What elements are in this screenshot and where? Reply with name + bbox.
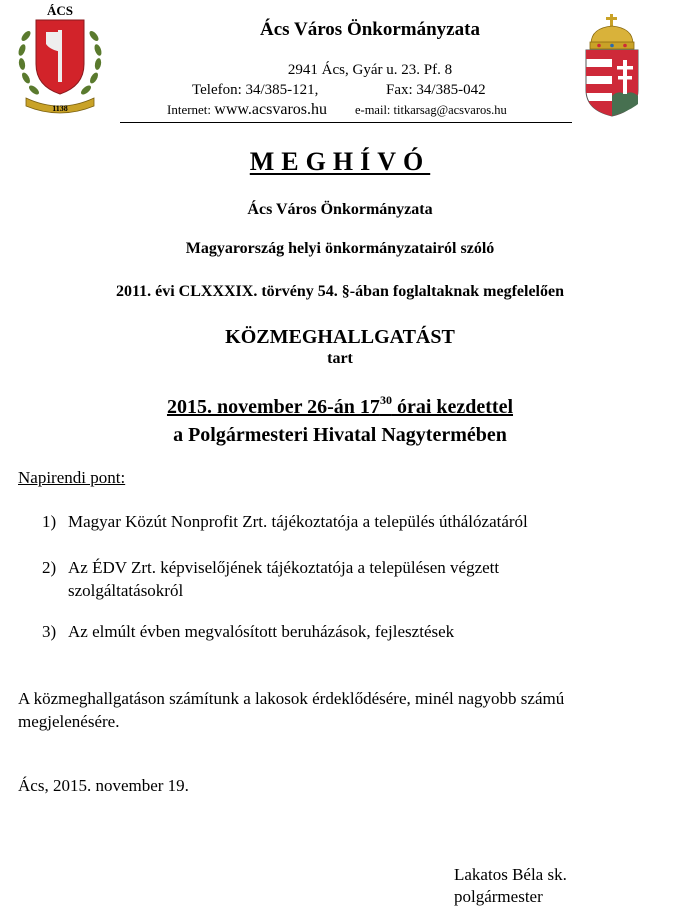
header-divider bbox=[120, 122, 572, 123]
document-title-text: MEGHÍVÓ bbox=[249, 147, 431, 176]
website-link[interactable]: www.acsvaros.hu bbox=[214, 101, 328, 118]
agenda-item-text: Az ÉDV Zrt. képviselőjének tájékoztatója a településen végzett bbox=[68, 558, 500, 577]
agenda-item-number: 1) bbox=[42, 512, 57, 531]
agenda-item bbox=[42, 512, 528, 532]
agenda-item-number: 3) bbox=[42, 622, 57, 641]
agenda-item-number: 2) bbox=[42, 558, 57, 577]
email-address[interactable]: e-mail: titkarsag@acsvaros.hu bbox=[355, 103, 507, 117]
document-title bbox=[0, 147, 680, 177]
crest-left-year: 1138 bbox=[52, 104, 68, 113]
law-section-line: 2011. évi CLXXXIX. törvény 54. §-ában foglaltaknak megfelelően bbox=[116, 283, 564, 300]
agenda-item-text: Magyar Közút Nonprofit Zrt. tájékoztatója a település úthálózatáról bbox=[68, 512, 528, 531]
crest-left-label: ÁCS bbox=[46, 3, 74, 18]
issuer-line: Ács Város Önkormányzata bbox=[247, 201, 433, 218]
event-verb: tart bbox=[327, 350, 353, 367]
internet-label: Internet: bbox=[167, 102, 212, 117]
event-date-main: 2015. november 26-án 17 bbox=[166, 396, 380, 418]
acs-coat-of-arms-icon bbox=[12, 2, 108, 120]
event-date-tail: órai kezdettel bbox=[391, 396, 514, 418]
agenda-item bbox=[42, 556, 499, 602]
event-place: a Polgármesteri Hivatal Nagytermében bbox=[173, 424, 507, 446]
agenda-item-text-continued: szolgáltatásokról bbox=[68, 581, 184, 600]
agenda-item-text: Az elmúlt évben megvalósított beruházások, fejlesztések bbox=[68, 622, 455, 641]
phone-number: Telefon: 34/385-121, bbox=[192, 82, 319, 98]
internet-line bbox=[167, 101, 327, 119]
agenda-item bbox=[42, 622, 454, 642]
agenda-label: Napirendi pont: bbox=[18, 468, 126, 487]
org-title: Ács Város Önkormányzata bbox=[260, 19, 480, 40]
signer-role: polgármester bbox=[454, 887, 543, 906]
address: 2941 Ács, Gyár u. 23. Pf. 8 bbox=[287, 62, 453, 78]
event-time-minutes: 30 bbox=[379, 393, 392, 407]
event-type: KÖZMEGHALLGATÁST bbox=[225, 326, 455, 348]
signer-name: Lakatos Béla sk. bbox=[454, 865, 567, 884]
fax-number: Fax: 34/385-042 bbox=[386, 82, 486, 98]
event-date bbox=[0, 393, 680, 419]
closing-paragraph: A közmeghallgatáson számítunk a lakosok érdeklődésére, minél nagyobb számú megjelenésére. bbox=[18, 689, 565, 731]
hungarian-coat-of-arms-icon bbox=[583, 14, 641, 118]
law-reference-line: Magyarország helyi önkormányzatairól szóló bbox=[185, 240, 495, 257]
city-and-date: Ács, 2015. november 19. bbox=[18, 776, 189, 795]
